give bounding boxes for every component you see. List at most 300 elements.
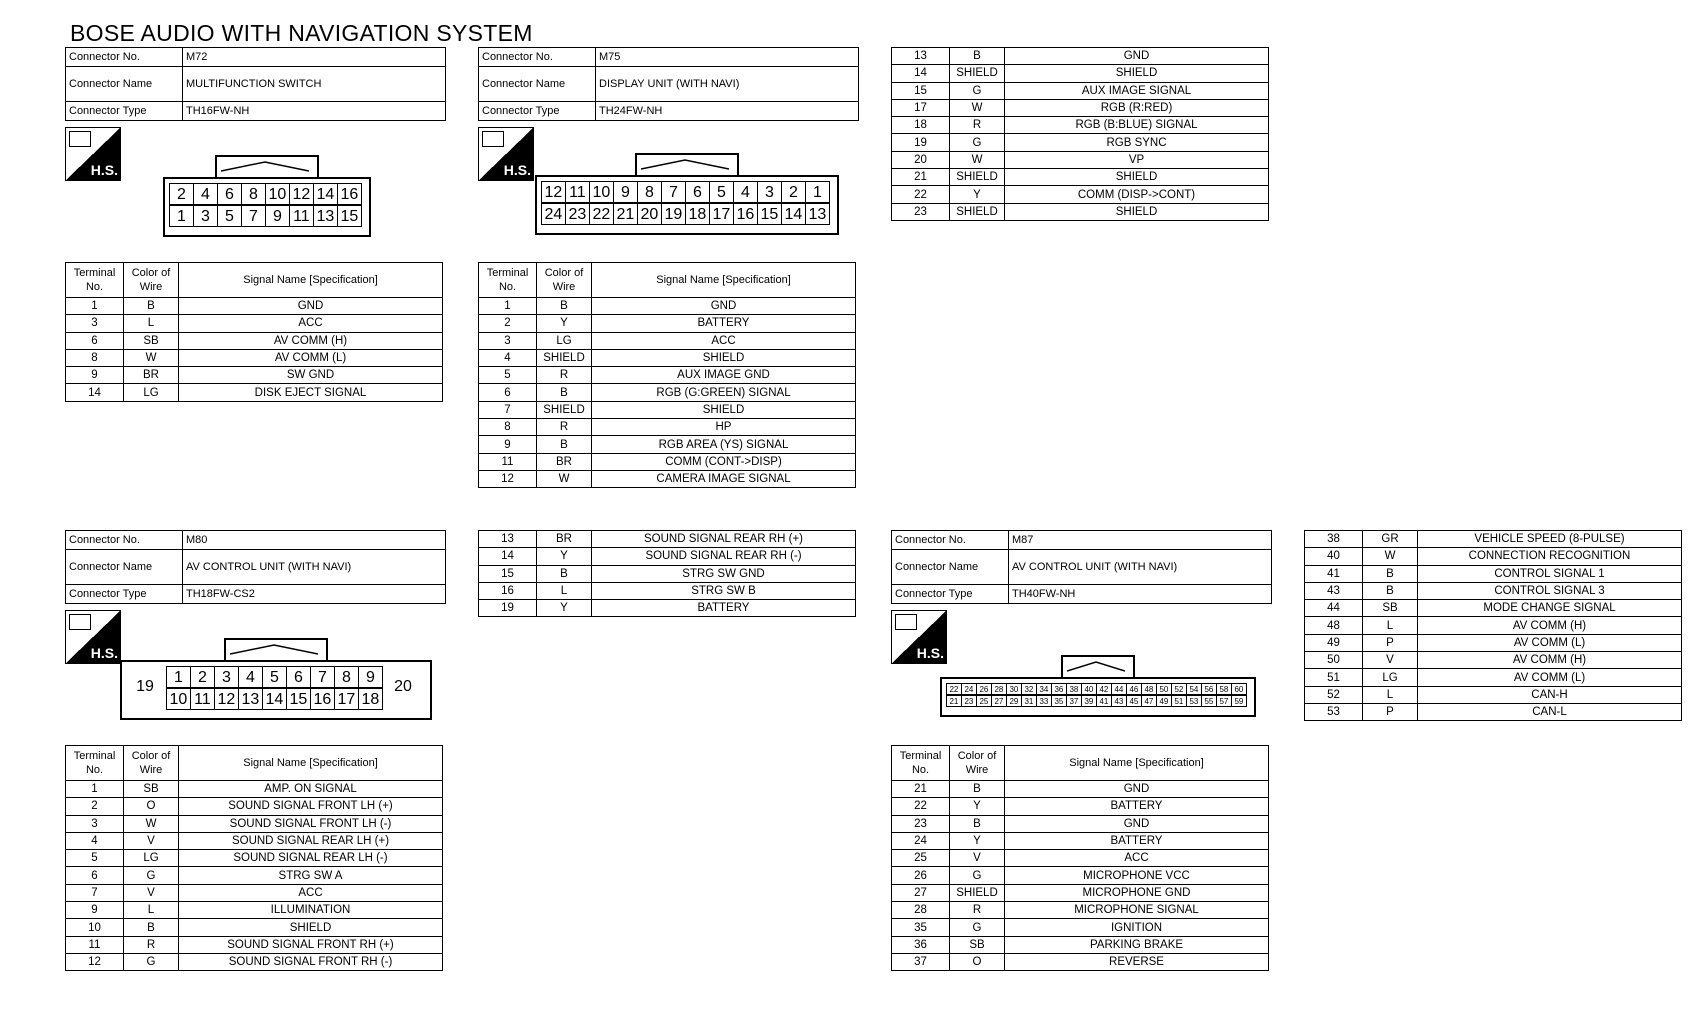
connector-pin: 3 bbox=[214, 666, 239, 688]
signal-name-cell: MICROPHONE SIGNAL bbox=[1005, 902, 1269, 919]
wire-color-cell: SHIELD bbox=[950, 203, 1005, 220]
terminal-cell: 21 bbox=[892, 169, 950, 186]
connector-pin: 43 bbox=[1111, 695, 1127, 707]
wire-color-cell: L bbox=[124, 315, 179, 332]
signal-name-cell: SHIELD bbox=[1005, 65, 1269, 82]
terminal-header: Terminal No. bbox=[479, 263, 537, 298]
signal-name-cell: CAN-H bbox=[1418, 686, 1682, 703]
signal-name-cell: CONNECTION RECOGNITION bbox=[1418, 548, 1682, 565]
pin-row bbox=[170, 205, 362, 227]
m87-connector-diagram bbox=[940, 655, 1252, 715]
wire-color-cell: GR bbox=[1363, 531, 1418, 548]
wire-color-cell: O bbox=[124, 798, 179, 815]
terminal-cell: 25 bbox=[892, 850, 950, 867]
connector-name-value: MULTIFUNCTION SWITCH bbox=[183, 67, 446, 102]
signal-name-cell: SOUND SIGNAL FRONT RH (+) bbox=[179, 936, 443, 953]
connector-pin: 13 bbox=[238, 688, 263, 710]
signal-name-cell: RGB SYNC bbox=[1005, 134, 1269, 151]
signal-name-cell: SOUND SIGNAL FRONT RH (-) bbox=[179, 953, 443, 970]
terminal-cell: 19 bbox=[479, 600, 537, 617]
wire-color-cell: R bbox=[537, 367, 592, 384]
connector-pin: 5 bbox=[709, 181, 734, 203]
terminal-cell: 7 bbox=[66, 884, 124, 901]
connector-pin: 50 bbox=[1156, 683, 1172, 695]
connector-pin: 45 bbox=[1126, 695, 1142, 707]
connector-pin: 57 bbox=[1216, 695, 1232, 707]
connector-pin: 26 bbox=[976, 683, 992, 695]
connector-name-label: Connector Name bbox=[66, 550, 183, 585]
table-row bbox=[66, 919, 443, 936]
connector-pin: 32 bbox=[1021, 683, 1037, 695]
terminal-cell: 38 bbox=[1305, 531, 1363, 548]
table-row bbox=[1305, 600, 1682, 617]
signal-name-cell: BATTERY bbox=[1005, 832, 1269, 849]
m80-signal-table bbox=[65, 745, 443, 971]
connector-pin: 48 bbox=[1141, 683, 1157, 695]
wire-color-cell: G bbox=[124, 867, 179, 884]
signal-name-cell: SHIELD bbox=[592, 349, 856, 366]
signal-name-cell: STRG SW A bbox=[179, 867, 443, 884]
signal-name-cell: CONTROL SIGNAL 3 bbox=[1418, 582, 1682, 599]
harness-side-icon bbox=[891, 610, 947, 664]
wire-color-cell: B bbox=[950, 781, 1005, 798]
terminal-cell: 4 bbox=[479, 349, 537, 366]
connector-pin: 58 bbox=[1216, 683, 1232, 695]
connector-pin: 9 bbox=[358, 666, 383, 688]
connector-pin: 15 bbox=[286, 688, 311, 710]
latch-mark bbox=[641, 158, 729, 170]
wire-color-cell: BR bbox=[124, 367, 179, 384]
connector-type-label: Connector Type bbox=[66, 102, 183, 121]
signal-name-cell: SOUND SIGNAL REAR RH (-) bbox=[592, 548, 856, 565]
signal-name-cell: AV COMM (H) bbox=[1418, 652, 1682, 669]
connector-pin: 29 bbox=[1006, 695, 1022, 707]
signal-name-cell: SOUND SIGNAL REAR LH (+) bbox=[179, 832, 443, 849]
signal-name-cell: AUX IMAGE GND bbox=[592, 367, 856, 384]
connector-pin: 40 bbox=[1081, 683, 1097, 695]
page-title: BOSE AUDIO WITH NAVIGATION SYSTEM bbox=[70, 20, 533, 46]
table-row bbox=[479, 384, 856, 401]
table-row bbox=[66, 315, 443, 332]
connector-pin: 36 bbox=[1051, 683, 1067, 695]
connector-pin: 13 bbox=[313, 205, 338, 227]
connector-pin: 22 bbox=[589, 203, 614, 225]
wire-color-cell: L bbox=[1363, 686, 1418, 703]
connector-pin: 3 bbox=[193, 205, 218, 227]
table-row bbox=[1305, 565, 1682, 582]
pin-row bbox=[170, 183, 362, 205]
connector-name-label: Connector Name bbox=[892, 550, 1009, 585]
signal-name-cell: RGB (R:RED) bbox=[1005, 99, 1269, 116]
connector-pin: 12 bbox=[289, 183, 314, 205]
table-row bbox=[892, 65, 1269, 82]
signal-name-cell: SHIELD bbox=[179, 919, 443, 936]
table-row bbox=[892, 919, 1269, 936]
m87-signal-table bbox=[891, 745, 1269, 971]
table-row bbox=[1305, 634, 1682, 651]
connector-pin: 12 bbox=[541, 181, 566, 203]
pin-row bbox=[167, 688, 383, 710]
table-row bbox=[892, 48, 1269, 65]
terminal-cell: 4 bbox=[66, 832, 124, 849]
signal-name-cell: BATTERY bbox=[592, 600, 856, 617]
connector-pin: 16 bbox=[733, 203, 758, 225]
table-row bbox=[479, 436, 856, 453]
pin-row bbox=[542, 203, 830, 225]
wire-color-cell: G bbox=[950, 867, 1005, 884]
terminal-cell: 14 bbox=[479, 548, 537, 565]
signal-header: Signal Name [Specification] bbox=[1005, 746, 1269, 781]
wire-color-cell: B bbox=[124, 919, 179, 936]
wire-color-cell: SB bbox=[124, 781, 179, 798]
terminal-cell: 24 bbox=[892, 832, 950, 849]
connector-name-value: DISPLAY UNIT (WITH NAVI) bbox=[596, 67, 859, 102]
m87-signal-table-cont bbox=[1304, 530, 1682, 721]
connector-pin: 7 bbox=[310, 666, 335, 688]
table-row bbox=[66, 349, 443, 366]
connector-pin: 18 bbox=[358, 688, 383, 710]
table-row bbox=[892, 902, 1269, 919]
wire-color-cell: W bbox=[950, 151, 1005, 168]
terminal-cell: 11 bbox=[479, 453, 537, 470]
m80-connector-info bbox=[65, 530, 446, 604]
terminal-cell: 19 bbox=[892, 134, 950, 151]
terminal-cell: 41 bbox=[1305, 565, 1363, 582]
connector-pin: 10 bbox=[589, 181, 614, 203]
wire-color-cell: B bbox=[1363, 565, 1418, 582]
color-header: Color of Wire bbox=[124, 263, 179, 298]
connector-pin: 17 bbox=[709, 203, 734, 225]
connector-pin: 5 bbox=[262, 666, 287, 688]
connector-pin: 24 bbox=[541, 203, 566, 225]
wire-color-cell: R bbox=[124, 936, 179, 953]
wire-color-cell: V bbox=[124, 832, 179, 849]
signal-name-cell: AMP. ON SIGNAL bbox=[179, 781, 443, 798]
connector-type-label: Connector Type bbox=[479, 102, 596, 121]
signal-name-cell: COMM (CONT->DISP) bbox=[592, 453, 856, 470]
connector-pin: 21 bbox=[613, 203, 638, 225]
table-row bbox=[892, 936, 1269, 953]
wire-color-cell: R bbox=[950, 902, 1005, 919]
terminal-cell: 9 bbox=[479, 436, 537, 453]
wire-color-cell: Y bbox=[950, 798, 1005, 815]
terminal-cell: 20 bbox=[892, 151, 950, 168]
wire-color-cell: W bbox=[124, 349, 179, 366]
table-row bbox=[892, 850, 1269, 867]
signal-name-cell: SOUND SIGNAL REAR RH (+) bbox=[592, 531, 856, 548]
table-row bbox=[892, 867, 1269, 884]
terminal-cell: 6 bbox=[66, 332, 124, 349]
wire-color-cell: P bbox=[1363, 703, 1418, 720]
connector-type-value: TH40FW-NH bbox=[1009, 585, 1272, 604]
connector-pin: 23 bbox=[961, 695, 977, 707]
connector-pin: 52 bbox=[1171, 683, 1187, 695]
connector-pin: 2 bbox=[169, 183, 194, 205]
signal-name-cell: SOUND SIGNAL FRONT LH (-) bbox=[179, 815, 443, 832]
connector-pin: 3 bbox=[757, 181, 782, 203]
connector-type-label: Connector Type bbox=[892, 585, 1009, 604]
signal-name-cell: ACC bbox=[592, 332, 856, 349]
wire-color-cell: O bbox=[950, 953, 1005, 970]
signal-header: Signal Name [Specification] bbox=[592, 263, 856, 298]
connector-pin: 12 bbox=[214, 688, 239, 710]
signal-name-cell: VP bbox=[1005, 151, 1269, 168]
table-row bbox=[479, 315, 856, 332]
connector-pin: 11 bbox=[190, 688, 215, 710]
terminal-cell: 16 bbox=[479, 582, 537, 599]
connector-pin: 42 bbox=[1096, 683, 1112, 695]
terminal-cell: 43 bbox=[1305, 582, 1363, 599]
table-row bbox=[892, 815, 1269, 832]
connector-name-label: Connector Name bbox=[66, 67, 183, 102]
connector-pin: 38 bbox=[1066, 683, 1082, 695]
terminal-cell: 3 bbox=[66, 315, 124, 332]
terminal-cell: 36 bbox=[892, 936, 950, 953]
connector-pin: 1 bbox=[169, 205, 194, 227]
wire-color-cell: Y bbox=[537, 315, 592, 332]
signal-name-cell: MICROPHONE VCC bbox=[1005, 867, 1269, 884]
m80-signal-table-cont bbox=[478, 530, 856, 617]
connector-pin: 49 bbox=[1156, 695, 1172, 707]
terminal-cell: 23 bbox=[892, 815, 950, 832]
connector-pin: 18 bbox=[685, 203, 710, 225]
connector-pin: 15 bbox=[337, 205, 362, 227]
terminal-header: Terminal No. bbox=[66, 263, 124, 298]
connector-pin: 6 bbox=[685, 181, 710, 203]
wire-color-cell: B bbox=[950, 815, 1005, 832]
terminal-cell: 48 bbox=[1305, 617, 1363, 634]
connector-pin: 47 bbox=[1141, 695, 1157, 707]
terminal-cell: 8 bbox=[66, 349, 124, 366]
table-row bbox=[479, 298, 856, 315]
table-row bbox=[892, 186, 1269, 203]
connector-pin: 1 bbox=[166, 666, 191, 688]
connector-no-label: Connector No. bbox=[66, 531, 183, 550]
signal-name-cell: HP bbox=[592, 419, 856, 436]
connector-pin: 53 bbox=[1186, 695, 1202, 707]
table-row bbox=[1305, 617, 1682, 634]
terminal-cell: 12 bbox=[479, 470, 537, 487]
signal-name-cell: BATTERY bbox=[1005, 798, 1269, 815]
table-row bbox=[1305, 703, 1682, 720]
table-row bbox=[892, 151, 1269, 168]
connector-pin: 41 bbox=[1096, 695, 1112, 707]
connector-pin: 1 bbox=[805, 181, 830, 203]
connector-pin: 22 bbox=[946, 683, 962, 695]
connector-pin: 14 bbox=[313, 183, 338, 205]
table-row bbox=[66, 781, 443, 798]
wire-color-cell: SHIELD bbox=[950, 884, 1005, 901]
latch-mark bbox=[230, 643, 318, 655]
terminal-cell: 51 bbox=[1305, 669, 1363, 686]
table-header-row bbox=[66, 263, 443, 298]
wire-color-cell: L bbox=[124, 902, 179, 919]
signal-name-cell: VEHICLE SPEED (8-PULSE) bbox=[1418, 531, 1682, 548]
terminal-cell: 15 bbox=[479, 565, 537, 582]
table-row bbox=[1305, 531, 1682, 548]
signal-header: Signal Name [Specification] bbox=[179, 263, 443, 298]
m75-signal-table-cont bbox=[891, 47, 1269, 221]
connector-pin: 10 bbox=[265, 183, 290, 205]
connector-pin: 31 bbox=[1021, 695, 1037, 707]
signal-name-cell: AV COMM (L) bbox=[1418, 634, 1682, 651]
signal-name-cell: DISK EJECT SIGNAL bbox=[179, 384, 443, 401]
signal-name-cell: COMM (DISP->CONT) bbox=[1005, 186, 1269, 203]
wire-color-cell: B bbox=[950, 48, 1005, 65]
table-row bbox=[66, 815, 443, 832]
connector-pin: 14 bbox=[262, 688, 287, 710]
latch-mark bbox=[1067, 660, 1125, 672]
signal-name-cell: STRG SW GND bbox=[592, 565, 856, 582]
connector-pin: 7 bbox=[661, 181, 686, 203]
table-row bbox=[479, 349, 856, 366]
signal-name-cell: IGNITION bbox=[1005, 919, 1269, 936]
terminal-cell: 37 bbox=[892, 953, 950, 970]
terminal-cell: 14 bbox=[892, 65, 950, 82]
table-row bbox=[66, 298, 443, 315]
connector-pin: 30 bbox=[1006, 683, 1022, 695]
wire-color-cell: V bbox=[124, 884, 179, 901]
signal-name-cell: SOUND SIGNAL FRONT LH (+) bbox=[179, 798, 443, 815]
table-row bbox=[479, 470, 856, 487]
terminal-cell: 17 bbox=[892, 99, 950, 116]
connector-pin: 24 bbox=[961, 683, 977, 695]
wire-color-cell: B bbox=[124, 298, 179, 315]
connector-pin: 16 bbox=[310, 688, 335, 710]
connector-pin: 6 bbox=[217, 183, 242, 205]
terminal-cell: 6 bbox=[66, 867, 124, 884]
signal-name-cell: AV COMM (L) bbox=[179, 349, 443, 366]
wire-color-cell: R bbox=[537, 419, 592, 436]
wire-color-cell: LG bbox=[124, 384, 179, 401]
wire-color-cell: SHIELD bbox=[537, 401, 592, 418]
terminal-cell: 9 bbox=[66, 367, 124, 384]
wire-color-cell: W bbox=[1363, 548, 1418, 565]
wire-color-cell: LG bbox=[1363, 669, 1418, 686]
connector-pin: 7 bbox=[241, 205, 266, 227]
connector-no-value: M80 bbox=[183, 531, 446, 550]
connector-pin: 55 bbox=[1201, 695, 1217, 707]
table-row bbox=[892, 781, 1269, 798]
terminal-cell: 35 bbox=[892, 919, 950, 936]
wire-color-cell: R bbox=[950, 117, 1005, 134]
signal-name-cell: SOUND SIGNAL REAR LH (-) bbox=[179, 850, 443, 867]
connector-pin: 20 bbox=[637, 203, 662, 225]
connector-no-label: Connector No. bbox=[66, 48, 183, 67]
signal-name-cell: GND bbox=[1005, 781, 1269, 798]
connector-pin: 44 bbox=[1111, 683, 1127, 695]
connector-type-value: TH24FW-NH bbox=[596, 102, 859, 121]
wire-color-cell: SB bbox=[124, 332, 179, 349]
table-row bbox=[1305, 652, 1682, 669]
table-row bbox=[479, 600, 856, 617]
signal-name-cell: GND bbox=[1005, 815, 1269, 832]
connector-pin: 23 bbox=[565, 203, 590, 225]
terminal-cell: 44 bbox=[1305, 600, 1363, 617]
wire-color-cell: SHIELD bbox=[950, 65, 1005, 82]
signal-name-cell: RGB AREA (YS) SIGNAL bbox=[592, 436, 856, 453]
table-row bbox=[892, 134, 1269, 151]
table-row bbox=[66, 832, 443, 849]
hs-label: H.S. bbox=[90, 645, 118, 661]
wire-color-cell: G bbox=[950, 919, 1005, 936]
wire-color-cell: V bbox=[950, 850, 1005, 867]
terminal-cell: 53 bbox=[1305, 703, 1363, 720]
table-row bbox=[479, 332, 856, 349]
connector-no-label: Connector No. bbox=[479, 48, 596, 67]
connector-name-value: AV CONTROL UNIT (WITH NAVI) bbox=[183, 550, 446, 585]
terminal-cell: 52 bbox=[1305, 686, 1363, 703]
connector-pin: 11 bbox=[565, 181, 590, 203]
table-row bbox=[479, 548, 856, 565]
terminal-cell: 13 bbox=[892, 48, 950, 65]
table-row bbox=[66, 936, 443, 953]
table-row bbox=[1305, 548, 1682, 565]
terminal-cell: 2 bbox=[66, 798, 124, 815]
table-row bbox=[66, 902, 443, 919]
connector-pin: 39 bbox=[1081, 695, 1097, 707]
terminal-cell: 18 bbox=[892, 117, 950, 134]
connector-pin: 2 bbox=[190, 666, 215, 688]
signal-name-cell: ILLUMINATION bbox=[179, 902, 443, 919]
terminal-cell: 21 bbox=[892, 781, 950, 798]
connector-pin: 4 bbox=[193, 183, 218, 205]
pin-row bbox=[542, 181, 830, 203]
connector-pin: 59 bbox=[1231, 695, 1247, 707]
connector-pin: 14 bbox=[781, 203, 806, 225]
harness-side-icon bbox=[478, 127, 534, 181]
wire-color-cell: B bbox=[1363, 582, 1418, 599]
table-row bbox=[479, 401, 856, 418]
m75-connector-diagram bbox=[535, 153, 835, 233]
hs-label: H.S. bbox=[916, 645, 944, 661]
terminal-cell: 23 bbox=[892, 203, 950, 220]
terminal-cell: 13 bbox=[479, 531, 537, 548]
m75-signal-table bbox=[478, 262, 856, 488]
signal-name-cell: ACC bbox=[1005, 850, 1269, 867]
connector-no-label: Connector No. bbox=[892, 531, 1009, 550]
connector-pin: 8 bbox=[637, 181, 662, 203]
signal-name-cell: AV COMM (H) bbox=[1418, 617, 1682, 634]
signal-name-cell: SHIELD bbox=[1005, 169, 1269, 186]
connector-type-label: Connector Type bbox=[66, 585, 183, 604]
terminal-header: Terminal No. bbox=[892, 746, 950, 781]
signal-name-cell: CAN-L bbox=[1418, 703, 1682, 720]
latch-mark bbox=[221, 160, 309, 172]
connector-type-value: TH16FW-NH bbox=[183, 102, 446, 121]
terminal-cell: 22 bbox=[892, 798, 950, 815]
table-row bbox=[66, 850, 443, 867]
harness-side-icon bbox=[65, 610, 121, 664]
wire-color-cell: SHIELD bbox=[950, 169, 1005, 186]
connector-pin: 5 bbox=[217, 205, 242, 227]
table-row bbox=[892, 798, 1269, 815]
connector-pin: 16 bbox=[337, 183, 362, 205]
connector-no-value: M87 bbox=[1009, 531, 1272, 550]
connector-pin: 10 bbox=[166, 688, 191, 710]
connector-pin: 60 bbox=[1231, 683, 1247, 695]
signal-name-cell: GND bbox=[1005, 48, 1269, 65]
connector-pin: 8 bbox=[334, 666, 359, 688]
signal-name-cell: CAMERA IMAGE SIGNAL bbox=[592, 470, 856, 487]
terminal-cell: 8 bbox=[479, 419, 537, 436]
wire-color-cell: Y bbox=[950, 186, 1005, 203]
connector-pin: 19 bbox=[136, 678, 154, 695]
wire-color-cell: BR bbox=[537, 453, 592, 470]
signal-name-cell: ACC bbox=[179, 315, 443, 332]
terminal-cell: 3 bbox=[66, 815, 124, 832]
terminal-cell: 3 bbox=[479, 332, 537, 349]
